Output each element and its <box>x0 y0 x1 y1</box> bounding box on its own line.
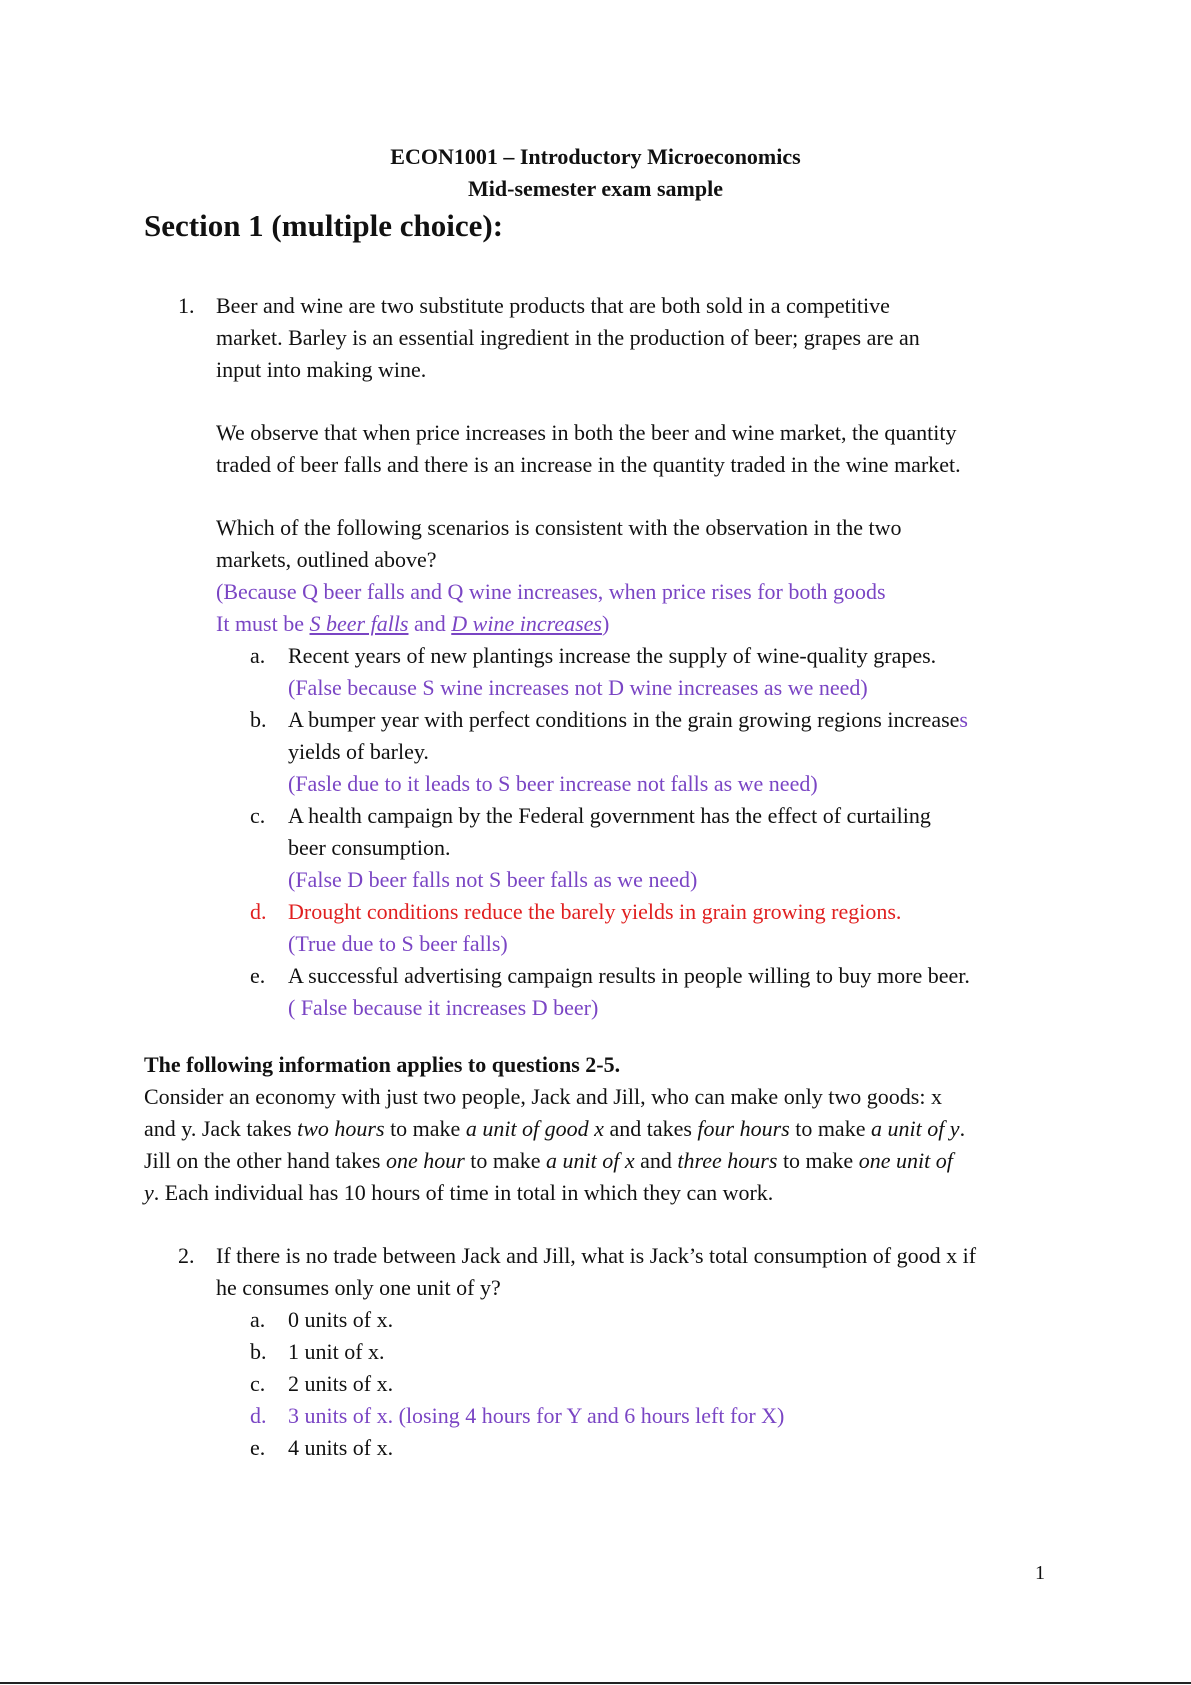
option-a: 0 units of x. <box>288 1307 394 1332</box>
option-label-c: c. <box>250 1371 266 1396</box>
d-wine-increases-link: D wine increases <box>451 611 602 636</box>
option-b-line2: yields of barley. <box>288 739 429 764</box>
info-text: . <box>959 1116 966 1141</box>
option-d-correct: Drought conditions reduce the barely yields in grain growing regions. <box>288 899 902 924</box>
info-text: . Each individual has 10 hours of time in total in which they can work. <box>153 1180 774 1205</box>
s-beer-falls-link: S beer falls <box>309 611 409 636</box>
option-b <box>288 705 968 735</box>
info-line: Consider an economy with just two people, Jack and Jill, who can make only two goods: x <box>144 1084 942 1109</box>
info-text: and takes <box>603 1116 698 1141</box>
info-emphasis: y <box>144 1180 154 1205</box>
option-b-edit: s <box>959 707 968 732</box>
exam-subtitle: Mid-semester exam sample <box>468 176 723 201</box>
observation-line: traded of beer falls and there is an increase in the quantity traded in the wine market. <box>216 452 961 477</box>
option-label-b: b. <box>250 707 267 732</box>
option-label-c: c. <box>250 803 266 828</box>
question-number: 2. <box>178 1243 195 1268</box>
option-label-a: a. <box>250 643 266 668</box>
info-text: to make <box>464 1148 547 1173</box>
question-text-line: market. Barley is an essential ingredient in the production of beer; grapes are an <box>216 325 920 350</box>
info-emphasis: three hours <box>677 1148 778 1173</box>
info-heading: The following information applies to questions 2-5. <box>144 1052 621 1077</box>
info-text: and <box>634 1148 678 1173</box>
info-emphasis: two hours <box>297 1116 385 1141</box>
question-text-line: Beer and wine are two substitute products that are both sold in a competitive <box>216 293 890 318</box>
info-emphasis: a unit of x <box>546 1148 635 1173</box>
option-b: 1 unit of x. <box>288 1339 385 1364</box>
info-text: Jill on the other hand takes <box>144 1148 386 1173</box>
option-label-a: a. <box>250 1307 266 1332</box>
info-line <box>144 1178 773 1208</box>
option-e: A successful advertising campaign results in people willing to buy more beer. <box>288 963 970 988</box>
option-label-d: d. <box>250 899 267 924</box>
info-text: to make <box>384 1116 466 1141</box>
option-e: 4 units of x. <box>288 1435 394 1460</box>
option-c-note: (False D beer falls not S beer falls as we need) <box>288 867 698 892</box>
observation-line: We observe that when price increases in both the beer and wine market, the quantity <box>216 420 957 445</box>
option-d-correct: 3 units of x. (losing 4 hours for Y and 6 hours left for X) <box>288 1403 785 1428</box>
option-a: Recent years of new plantings increase the supply of wine-quality grapes. <box>288 643 937 668</box>
info-emphasis: a unit of good x <box>465 1116 604 1141</box>
info-line <box>144 1146 953 1176</box>
prompt-line: markets, outlined above? <box>216 547 437 572</box>
info-line <box>144 1114 965 1144</box>
info-text: and y. Jack takes <box>144 1116 298 1141</box>
section-title: Section 1 (multiple choice): <box>144 208 504 243</box>
option-c: 2 units of x. <box>288 1371 394 1396</box>
page-number: 1 <box>1035 1562 1045 1584</box>
prompt-line: Which of the following scenarios is consistent with the observation in the two <box>216 515 902 540</box>
reasoning-and: and <box>408 611 452 636</box>
option-c-line2: beer consumption. <box>288 835 451 860</box>
option-d-note: (True due to S beer falls) <box>288 931 508 956</box>
option-label-d: d. <box>250 1403 267 1428</box>
info-text: to make <box>789 1116 871 1141</box>
reasoning-note: (Because Q beer falls and Q wine increases, when price rises for both goods <box>216 579 886 604</box>
question-text-line: input into making wine. <box>216 357 427 382</box>
reasoning-prefix: It must be <box>216 611 310 636</box>
option-label-e: e. <box>250 1435 266 1460</box>
course-title: ECON1001 – Introductory Microeconomics <box>390 144 801 169</box>
option-c: A health campaign by the Federal government has the effect of curtailing <box>288 803 931 828</box>
option-label-b: b. <box>250 1339 267 1364</box>
reasoning-conclusion <box>216 609 609 639</box>
question-number: 1. <box>178 293 195 318</box>
option-a-note: (False because S wine increases not D wine increases as we need) <box>288 675 868 700</box>
option-e-note: ( False because it increases D beer) <box>288 995 599 1020</box>
option-b-text: A bumper year with perfect conditions in the grain growing regions increase <box>288 707 960 732</box>
info-text: to make <box>777 1148 859 1173</box>
question-text-line: If there is no trade between Jack and Jill, what is Jack’s total consumption of good x if <box>216 1243 977 1268</box>
reasoning-suffix: ) <box>601 611 610 636</box>
info-emphasis: one hour <box>385 1148 465 1173</box>
info-emphasis: a unit of y <box>870 1116 960 1141</box>
option-label-e: e. <box>250 963 266 988</box>
info-emphasis: one unit of <box>858 1148 953 1173</box>
footer-rule <box>0 1682 1191 1684</box>
info-emphasis: four hours <box>697 1116 790 1141</box>
option-b-note: (Fasle due to it leads to S beer increase not falls as we need) <box>288 771 818 796</box>
question-text-line: he consumes only one unit of y? <box>216 1275 501 1300</box>
